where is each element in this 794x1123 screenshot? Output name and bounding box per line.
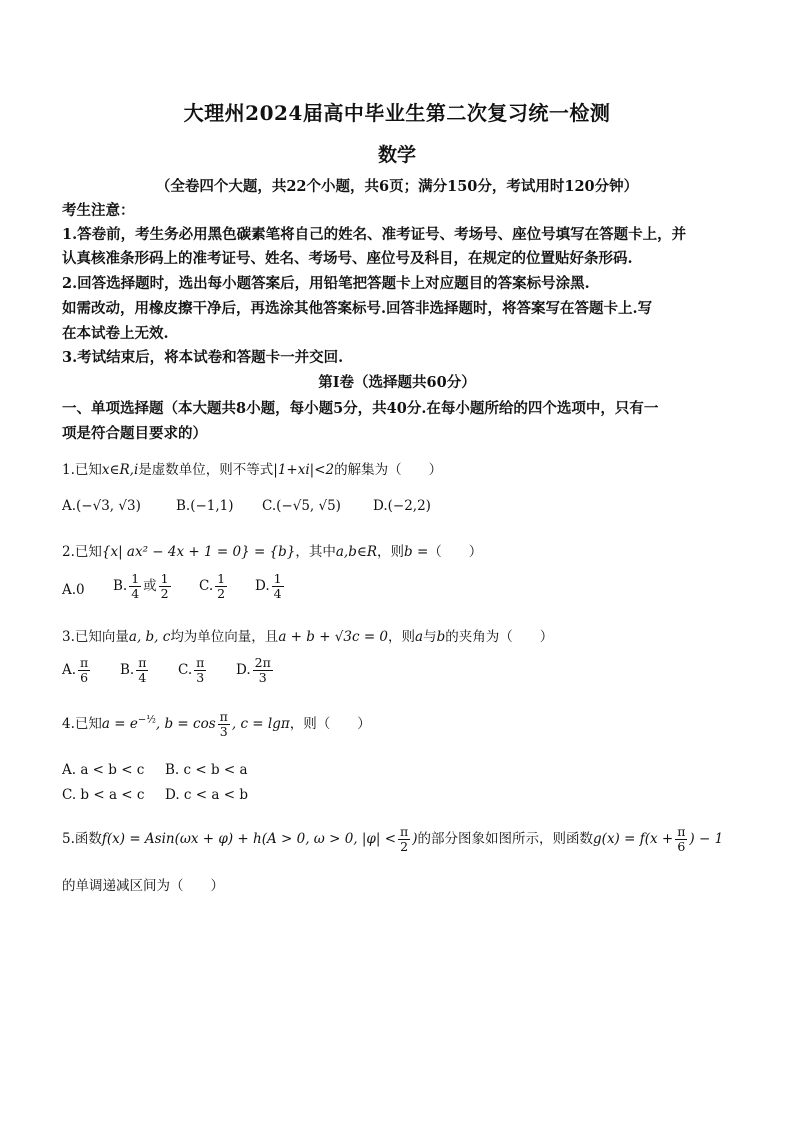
q5-den2: 6 bbox=[677, 838, 686, 854]
q2-b-frac1 bbox=[129, 572, 141, 601]
notice-line-2: 认真核准条形码上的准考证号、姓名、考场号、座位号及科目，在规定的位置贴好条形码. bbox=[62, 250, 633, 267]
q4-expr1: a = e bbox=[101, 715, 138, 732]
notice-line-6: 3.考试结束后，将本试卷和答题卡一并交回. bbox=[62, 349, 344, 366]
q4-pre: 4.已知 bbox=[62, 715, 102, 732]
q4-post: ，则（ ） bbox=[289, 715, 371, 732]
q4-option-d: D. c < a < b bbox=[165, 787, 248, 803]
notice-line-1: 1.答卷前，考生务必用黑色碳素笔将自己的姓名、准考证号、考场号、座位号填写在答题卡上，并 bbox=[62, 226, 687, 243]
notice-line-4: 如需改动，用橡皮擦干净后，再选涂其他答案标号.回答非选择题时，将答案写在答题卡上.写 bbox=[62, 300, 653, 317]
q2-b-den1: 4 bbox=[131, 585, 140, 601]
q3-c-den: 3 bbox=[196, 669, 205, 685]
question-5 bbox=[62, 825, 723, 854]
q3-expr2: a + b + √3c = 0 bbox=[278, 629, 389, 645]
q4-expr2: , b = cos bbox=[155, 715, 216, 732]
q2-c-den: 2 bbox=[217, 585, 226, 601]
q3-b-num: π bbox=[138, 655, 147, 670]
q4-option-b: B. c < b < a bbox=[165, 762, 248, 778]
q1-option-d: D.(−2,2) bbox=[373, 498, 431, 514]
q4-option-c: C. b < a < c bbox=[62, 787, 145, 803]
q3-a-pre: A. bbox=[62, 661, 77, 678]
section-one-line-2: 项是符合题目要求的） bbox=[62, 425, 207, 442]
q1-pre: 1.已知 bbox=[62, 462, 102, 478]
q2-expr2: a,b∈R bbox=[335, 544, 378, 560]
q3-with: 与 bbox=[423, 629, 437, 645]
q3-mid: 均为单位向量，且 bbox=[170, 629, 279, 645]
q3-d-pre: D. bbox=[236, 661, 251, 678]
q2-expr: {x| ax² − 4x + 1 = 0} = {b} bbox=[101, 544, 296, 560]
q2-option-b bbox=[113, 572, 173, 601]
q5-pre: 5.函数 bbox=[62, 830, 102, 847]
q2-option-a: A.0 bbox=[62, 582, 85, 598]
q5-expr1: f(x) = Asin(ωx + φ) + h bbox=[101, 830, 262, 847]
q1-expr1: x∈R,i bbox=[101, 462, 139, 478]
q2-b-den2: 2 bbox=[160, 585, 169, 601]
q2-option-c bbox=[199, 572, 229, 601]
q2-mid: ，其中 bbox=[295, 544, 336, 560]
q3-post: 的夹角为（ ） bbox=[445, 629, 554, 645]
q5-mid: 的部分图象如图所示，则函数 bbox=[417, 830, 594, 847]
q2-d-frac bbox=[272, 572, 284, 601]
q3-option-a bbox=[62, 656, 92, 685]
q4-option-a: A. a < b < c bbox=[62, 762, 145, 778]
q4-frac bbox=[218, 710, 230, 739]
q5-cond-end: ) bbox=[412, 830, 418, 847]
q2-post: ，则 bbox=[377, 544, 405, 560]
q3-c-pre: C. bbox=[178, 661, 193, 678]
q2-d-den: 4 bbox=[273, 585, 282, 601]
q2-d-pre: D. bbox=[255, 577, 270, 594]
q2-c-frac bbox=[215, 572, 227, 601]
question-3 bbox=[62, 625, 553, 645]
q3-b-den: 4 bbox=[138, 669, 147, 685]
q3-va: a bbox=[415, 629, 424, 645]
q5-frac2 bbox=[675, 825, 687, 854]
q1-post: 的解集为（ ） bbox=[334, 462, 443, 478]
exam-subject: 数学 bbox=[377, 144, 416, 166]
q4-den: 3 bbox=[219, 723, 228, 739]
section-one-line-1: 一、单项选择题（本大题共8小题，每小题5分，共40分.在每小题所给的四个选项中，只有一 bbox=[62, 400, 659, 417]
q3-c-num: π bbox=[196, 655, 205, 670]
q2-expr3: b = bbox=[404, 544, 429, 560]
q1-expr2: |1+xi|<2 bbox=[273, 462, 335, 478]
q3-b-pre: B. bbox=[120, 661, 135, 678]
question-2 bbox=[62, 540, 482, 560]
q3-d-num: 2π bbox=[254, 655, 271, 670]
part-one-heading: 第Ⅰ卷（选择题共60分） bbox=[318, 374, 476, 391]
q2-option-d bbox=[255, 572, 286, 601]
q3-a-num: π bbox=[80, 655, 89, 670]
q3-b-frac bbox=[136, 656, 148, 685]
q5-num2: π bbox=[677, 824, 686, 839]
exam-info: （全卷四个大题，共22个小题，共6页；满分150分，考试用时120分钟） bbox=[155, 178, 639, 195]
q5-den1: 2 bbox=[400, 838, 409, 854]
q3-d-den: 3 bbox=[258, 669, 267, 685]
q3-expr: a, b, c bbox=[128, 629, 171, 645]
q3-option-d bbox=[236, 656, 275, 685]
q3-pre: 3.已知向量 bbox=[62, 629, 129, 645]
question-1 bbox=[62, 458, 442, 478]
q2-b-num2: 1 bbox=[160, 571, 169, 586]
q5-frac1 bbox=[398, 825, 410, 854]
q3-d-frac bbox=[253, 656, 273, 685]
notice-line-3: 2.回答选择题时，选出每小题答案后，用铅笔把答题卡上对应题目的答案标号涂黑. bbox=[62, 275, 590, 292]
notice-line-5: 在本试卷上无效. bbox=[62, 325, 169, 342]
q2-pre: 2.已知 bbox=[62, 544, 102, 560]
q4-expr3: , c = lgπ bbox=[231, 715, 290, 732]
q2-b-or: 或 bbox=[143, 577, 157, 594]
q2-b-frac2 bbox=[159, 572, 171, 601]
q3-vb: b bbox=[436, 629, 446, 645]
q5-num1: π bbox=[400, 824, 409, 839]
q5-cond: (A > 0, ω > 0, |φ| < bbox=[261, 830, 397, 847]
q4-num: π bbox=[219, 709, 228, 724]
q3-a-den: 6 bbox=[80, 669, 89, 685]
notice-heading: 考生注意： bbox=[62, 202, 135, 219]
q5-expr2: g(x) = f(x + bbox=[593, 830, 674, 847]
q3-option-b bbox=[120, 656, 150, 685]
question-4 bbox=[62, 710, 371, 739]
q3-c-frac bbox=[194, 656, 206, 685]
q1-option-c: C.(−√5, √5) bbox=[262, 498, 341, 514]
q1-option-b: B.(−1,1) bbox=[176, 498, 234, 514]
q5-expr2-end: ) − 1 bbox=[689, 830, 724, 847]
q1-mid: 是虚数单位，则不等式 bbox=[138, 462, 274, 478]
q2-d-num: 1 bbox=[273, 571, 282, 586]
q3-a-frac bbox=[78, 656, 90, 685]
q2-c-pre: C. bbox=[199, 577, 214, 594]
q2-b-pre: B. bbox=[113, 577, 128, 594]
q2-b-num1: 1 bbox=[131, 571, 140, 586]
exam-title: 大理州2024届高中毕业生第二次复习统一检测 bbox=[183, 101, 611, 125]
q4-exponent: −½ bbox=[137, 714, 156, 726]
q3-option-c bbox=[178, 656, 208, 685]
question-5-line-2: 的单调递减区间为（ ） bbox=[62, 878, 224, 894]
q3-mid2: ，则 bbox=[388, 629, 416, 645]
q2-c-num: 1 bbox=[217, 571, 226, 586]
q1-option-a: A.(−√3, √3) bbox=[62, 498, 141, 514]
q2-tail: （ ） bbox=[428, 544, 483, 560]
